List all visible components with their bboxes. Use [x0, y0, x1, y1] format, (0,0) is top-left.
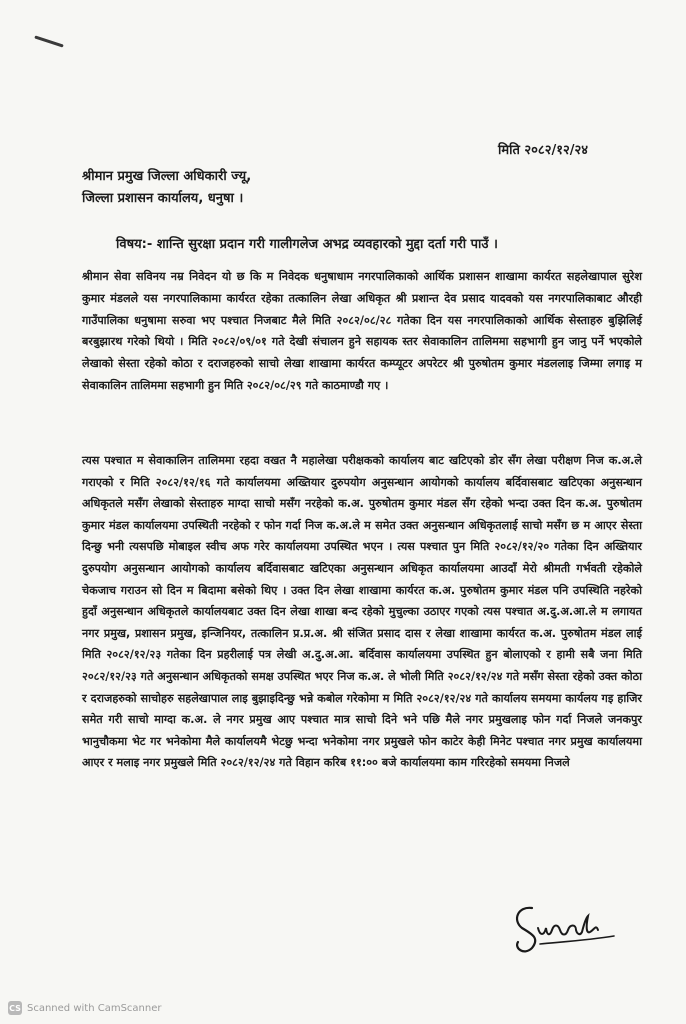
body-paragraph-1: श्रीमान सेवा सविनय नम्र निवेदन यो छ कि म निवेदक धनुषाधाम नगरपालिकाको आर्थिक प्रशासन शाखामा कार्यरत सहलेखापाल सुरेश कुमार मंडलले यस नगरपालिकामा कार्यरत रहेका तत्कालिन लेखा अधिकृत श्री प्रशान्त देव प्रसाद यादवको यस नगरपालिकाबाट औरही गाउँपालिका धनुषामा सरुवा भए पश्चात निजबाट मैले मिति २०८२/०८/२८ गतेका दिन यस नगरपालिकाको आर्थिक सेस्ताहरु बुझिलिई बरबुझारथ गरेको थियो । मिति २०८२/०९/०१ गते देखी संचालन हुने सहायक स्तर सेवाकालिन तालिममा सहभागी हुन जानु पर्ने भएकोले लेखाको सेस्ता रहेको कोठा र दराजहरुको साचो लेखा शाखामा कार्यरत कम्प्यूटर अपरेटर श्री पुरुषोतम कुमार मंडललाइ जिम्मा लगाइ म सेवाकालिन तालिममा सहभागी हुन मिति २०८२/०८/२९ गते काठमाण्डौ गए ।	[82, 270, 642, 392]
body-paragraph-2: त्यस पश्चात म सेवाकालिन तालिममा रहदा वखत नै महालेखा परीक्षकको कार्यालय बाट खटिएको डोर सँग लेखा परीक्षण निज क.अ.ले गराएको र मिति २०८२/१२/१६ गते कार्यालयमा अख्तियार दुरुपयोग अनुसन्धान आयोगको कार्यालय बर्दिवासबाट खटिएका अनुसन्धान अधिकृतले मसँग लेखाको सेस्ताहरु माग्दा साचो मसँग नरहेको क.अ. पुरुषोतम कुमार मंडल सँग रहेको भन्दा उक्त दिन क.अ. पुरुषोतम कुमार मंडल कार्यालयमा उपस्थिती नरहेको र फोन गर्दा निज क.अ.ले म समेत उक्त अनुसन्धान अधिकृतलाई साचो मसँग छ म आएर सेस्ता दिन्छु भनी त्यसपछि मोबाइल स्वीच अफ गरेर कार्यालयमा उपस्थित भएन । त्यस पश्चात पुन मिति २०८२/१२/२० गतेका दिन अख्तियार दुरुपयोग अनुसन्धान आयोगको कार्यालय बर्दिवासबाट खटिएका अनुसन्धान अधिकृत कार्यालयमा आउदाँ मेरो श्रीमती गर्भवती रहेकोले चेकजाच गराउन सो दिन म बिदामा बसेको थिए । उक्त दिन लेखा शाखामा कार्यरत क.अ. पुरुषोतम कुमार मंडल पनि उपस्थिति नहरेको हुदाँ अनुसन्धान अधिकृतले कार्यालयबाट उक्त दिन लेखा शाखा बन्द रहेको मुचुल्का उठाएर गएको त्यस पश्चात अ.दु.अ.आ.ले म लगायत नगर प्रमुख, प्रशासन प्रमुख, इन्जिनियर, तत्कालिन प्र.प्र.अ. श्री संजित प्रसाद दास र लेखा शाखामा कार्यरत क.अ. पुरुषोतम मंडल लाई मिति २०८२/१२/२३ गतेका दिन प्रहरीलाई पत्र लेखी अ.दु.अ.आ. बर्दिवास कार्यालयमा उपस्थित हुन बोलाएको र हामी सबै जना मिति २०८२/१२/२३ गते अनुसन्धान अधिकृतको समक्ष उपस्थित भएर निज क.अ. ले भोली मिति २०८२/१२/२४ गते मसँग सेस्ता रहेको उक्त कोठा र दराजहरुको साचोहरु सहलेखापाल लाइ बुझाइदिन्छु भन्ने कबोल गरेकोमा म मिति २०८२/१२/२४ गते कार्यालय समयमा कार्यलय गइ हाजिर समेत गरी साचो माग्दा क.अ. ले नगर प्रमुख आए पश्चात मात्र साचो दिने भने पछि मैले नगर प्रमुखलाइ फोन गर्दा निजले जनकपुर भानुचौकमा भेट गर भनेकोमा मैले कार्यालयमै भेटछु भन्दा भनेकोमा नगर प्रमुखले फोन काटेर केही मिनेट पश्चात नगर प्रमुख कार्यालयमा आएर र मलाइ नगर प्रमुखले मिति २०८२/१२/२४ गते विहान करिब ११:०० बजे कार्यालयमा काम गरिरहेको समयमा निजले	[82, 454, 642, 770]
camscanner-logo-icon: CS	[8, 1001, 22, 1015]
handwritten-signature	[510, 898, 620, 958]
pen-mark	[34, 35, 63, 47]
addressee-block	[82, 166, 251, 210]
addressee-line-1: श्रीमान प्रमुख जिल्ला अधिकारी ज्यू,	[82, 169, 252, 184]
camscanner-watermark	[8, 1001, 162, 1015]
camscanner-label: Scanned with CamScanner	[27, 1002, 162, 1014]
letter-date: मिति २०८२/१२/२४	[497, 143, 588, 158]
addressee-line-2: जिल्ला प्रशासन कार्यालय, धनुषा ।	[82, 191, 244, 206]
letter-subject: विषय:- शान्ति सुरक्षा प्रदान गरी गालीगलेज अभद्र व्यवहारको मुद्दा दर्ता गरी पाउँ ।	[116, 237, 498, 252]
